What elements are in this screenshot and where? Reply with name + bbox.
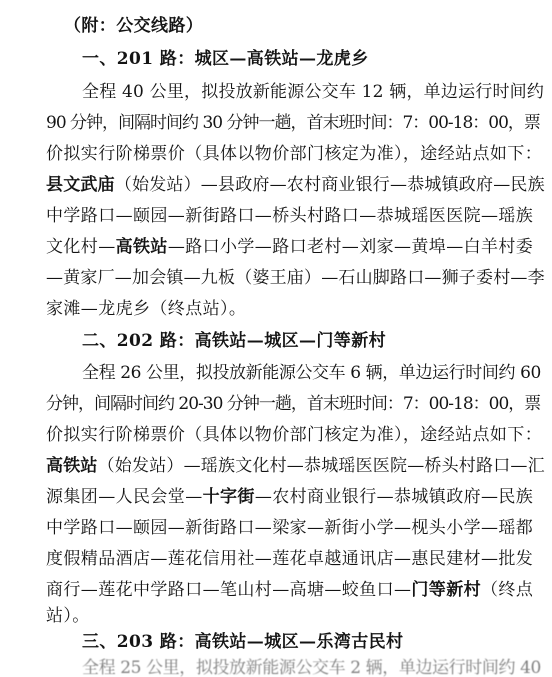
route-202-line-8: 商行—莲花中学路口—笔山村—高塘—蛟鱼口—门等新村（终点 — [46, 580, 534, 600]
route-202-line-2: 分钟，间隔时间约 20-30 分钟一趟，首末班时间：7：00-18：00，票 — [46, 394, 541, 414]
route-202-heading: 二、202 路：高铁站—城区—门等新村 — [82, 331, 387, 351]
route-201-line-2: 90 分钟，间隔时间约 30 分钟一趟，首末班时间：7：00-18：00，票 — [46, 113, 540, 133]
station-mendengxincun: 门等新村 — [411, 580, 482, 600]
station-gaotiezhan: 高铁站 — [115, 237, 168, 257]
route-201-line-5: 中学路口—颐园—新街路口—桥头村路口—恭城瑶医医院—瑶族 — [46, 206, 534, 226]
route-202-line-7: 度假精品酒店—莲花信用社—莲花卓越通讯店—惠民建材—批发 — [46, 549, 534, 569]
route-202-line-4: 高铁站（始发站）—瑶族文化村—恭城瑶医医院—桥头村路口—汇 — [46, 456, 545, 476]
route-202-line-6: 中学路口—颐园—新街路口—梁家—新街小学—枧头小学—瑶都 — [46, 518, 534, 538]
route-201-line-1: 全程 40 公里，拟投放新能源公交车 12 辆，单边运行时间约 — [82, 82, 545, 102]
station-gaotiezhan-start: 高铁站 — [46, 456, 98, 476]
route-202-line-5: 源集团—人民会堂—十字街—农村商业银行—恭城镇政府—民族 — [46, 487, 534, 507]
route-201-line-6: 文化村—高铁站—路口小学—路口老村—刘家—黄埠—白羊村委 — [46, 237, 534, 257]
route-201-line-7: —黄家厂—加会镇—九板（婆王庙）—石山脚路口—狮子委村—李 — [46, 268, 545, 288]
station-shizijie: 十字街 — [202, 487, 255, 507]
station-xianwenwumiao: 县文武庙 — [46, 175, 115, 195]
route-202-line-1: 全程 26 公里，拟投放新能源公交车 6 辆，单边运行时间约 60 — [82, 363, 541, 383]
route-203-heading: 三、203 路：高铁站—城区—乐湾古民村 — [82, 632, 404, 652]
route-201-line-4: 县文武庙（始发站）—县政府—农村商业银行—恭城镇政府—民族 — [46, 175, 545, 195]
appendix-title: （附：公交线路） — [64, 16, 204, 36]
route-201-heading: 一、201 路：城区—高铁站—龙虎乡 — [82, 49, 369, 69]
route-202-line-9: 站）。 — [46, 606, 90, 626]
route-201-line-8: 家滩—龙虎乡（终点站）。 — [46, 299, 247, 319]
route-201-line-3: 价拟实行阶梯票价（具体以物价部门核定为准），途经站点如下： — [46, 144, 543, 164]
route-202-line-3: 价拟实行阶梯票价（具体以物价部门核定为准），途经站点如下： — [46, 425, 543, 445]
route-203-line-1: 全程 25 公里，拟投放新能源公交车 2 辆，单边运行时间约 40 — [82, 658, 541, 677]
